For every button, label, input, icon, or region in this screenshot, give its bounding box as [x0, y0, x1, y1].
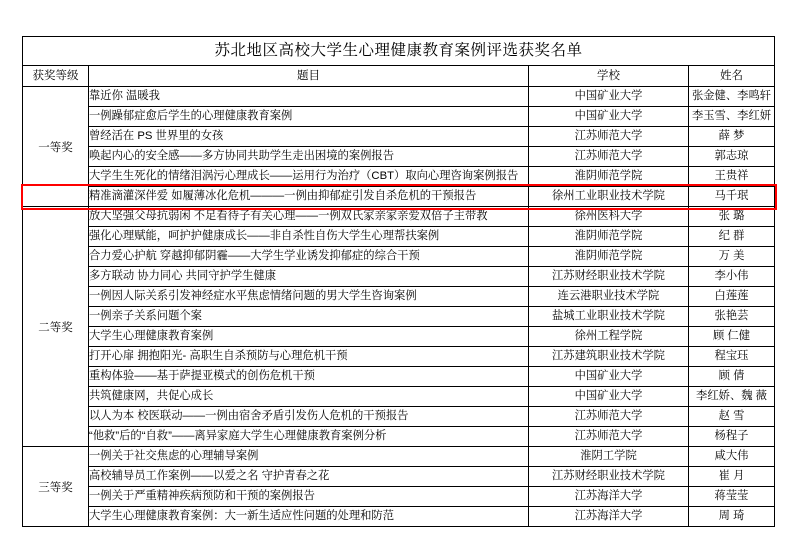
case-topic-cell: 一例因人际关系引发神经症水平焦虑情绪问题的男大学生咨询案例 — [89, 287, 529, 307]
case-topic-cell: 大学生心理健康教育案例：大一新生适应性问题的处理和防范 — [89, 507, 529, 527]
author-name-cell: 李玉雪、李红妍 — [689, 107, 775, 127]
school-cell: 江苏海洋大学 — [529, 507, 689, 527]
award-list-sheet — [22, 36, 774, 527]
school-cell: 徐州工程学院 — [529, 327, 689, 347]
table-row — [23, 327, 775, 347]
school-cell: 江苏建筑职业技术学院 — [529, 347, 689, 367]
table-row — [23, 447, 775, 467]
author-name-cell: 张艳芸 — [689, 307, 775, 327]
table-row — [23, 247, 775, 267]
table-row — [23, 467, 775, 487]
school-cell: 江苏师范大学 — [529, 407, 689, 427]
author-name-cell: 崔 月 — [689, 467, 775, 487]
case-topic-cell: 大学生心理健康教育案例 — [89, 327, 529, 347]
school-cell: 中国矿业大学 — [529, 367, 689, 387]
author-name-cell: 万 美 — [689, 247, 775, 267]
school-cell: 江苏海洋大学 — [529, 487, 689, 507]
case-topic-cell: 一例躁郁症愈后学生的心理健康教育案例 — [89, 107, 529, 127]
case-topic-cell: 靠近你 温暖我 — [89, 87, 529, 107]
table-row — [23, 347, 775, 367]
case-topic-cell: 一例亲子关系问题个案 — [89, 307, 529, 327]
case-topic-cell: 放大坚强父母抗弱闲 不足看待子有关心理——一例双氏家亲家亲爱双倍子主带教 — [89, 207, 529, 227]
table-row — [23, 147, 775, 167]
case-topic-cell: 以人为本 校医联动——一例由宿舍矛盾引发伤人危机的干预报告 — [89, 407, 529, 427]
table-row — [23, 387, 775, 407]
case-topic-cell: 精准滴灌深伴爱 如履薄冰化危机———一例由抑郁症引发自杀危机的干预报告 — [89, 187, 529, 207]
school-cell: 中国矿业大学 — [529, 107, 689, 127]
author-name-cell: 张 璐 — [689, 207, 775, 227]
case-topic-cell: “他救”后的“自救”——离异家庭大学生心理健康教育案例分析 — [89, 427, 529, 447]
author-name-cell: 白莲莲 — [689, 287, 775, 307]
author-name-cell: 咸大伟 — [689, 447, 775, 467]
author-name-cell: 李红娇、魏 薇 — [689, 387, 775, 407]
case-topic-cell: 一例关于严重精神疾病预防和干预的案例报告 — [89, 487, 529, 507]
case-topic-cell: 强化心理赋能，呵护护健康成长——非自杀性自伤大学生心理帮扶案例 — [89, 227, 529, 247]
school-cell: 江苏师范大学 — [529, 147, 689, 167]
table-title-row — [23, 37, 775, 66]
author-name-cell: 张金健、李鸣轩 — [689, 87, 775, 107]
table-row — [23, 227, 775, 247]
award-rank-cell: 二等奖 — [23, 207, 89, 447]
table-row — [23, 407, 775, 427]
case-topic-cell: 一例关于社交焦虑的心理辅导案例 — [89, 447, 529, 467]
author-name-cell: 蒋莹莹 — [689, 487, 775, 507]
case-topic-cell: 打开心扉 拥抱阳光- 高职生自杀预防与心理危机干预 — [89, 347, 529, 367]
award-rank-cell: 一等奖 — [23, 87, 89, 207]
author-name-cell: 程宝珏 — [689, 347, 775, 367]
table-row — [23, 267, 775, 287]
case-topic-cell: 唤起内心的安全感——多方协同共助学生走出困境的案例报告 — [89, 147, 529, 167]
author-name-cell: 郭志琼 — [689, 147, 775, 167]
table-row — [23, 167, 775, 187]
case-topic-cell: 合力爱心护航 穿越抑郁阴霾——大学生学业诱发抑郁症的综合干预 — [89, 247, 529, 267]
column-header-school: 学校 — [529, 66, 689, 87]
table-row — [23, 87, 775, 107]
case-topic-cell: 大学生生死化的情绪泪涡污心理成长——运用行为治疗（CBT）取向心理咨询案例报告 — [89, 167, 529, 187]
school-cell: 盐城工业职业技术学院 — [529, 307, 689, 327]
author-name-cell: 顾 仁健 — [689, 327, 775, 347]
school-cell: 淮阴工学院 — [529, 447, 689, 467]
school-cell: 连云港职业技术学院 — [529, 287, 689, 307]
school-cell: 淮阴师范学院 — [529, 227, 689, 247]
author-name-cell: 赵 雪 — [689, 407, 775, 427]
school-cell: 中国矿业大学 — [529, 387, 689, 407]
school-cell: 江苏师范大学 — [529, 427, 689, 447]
author-name-cell: 杨程子 — [689, 427, 775, 447]
table-row — [23, 107, 775, 127]
table-row — [23, 367, 775, 387]
school-cell: 江苏财经职业技术学院 — [529, 467, 689, 487]
column-header-topic: 题目 — [89, 66, 529, 87]
table-row — [23, 507, 775, 527]
table-row — [23, 487, 775, 507]
case-topic-cell: 多方联动 协力同心 共同守护学生健康 — [89, 267, 529, 287]
author-name-cell: 顾 倩 — [689, 367, 775, 387]
case-topic-cell: 曾经活在 PS 世界里的女孩 — [89, 127, 529, 147]
author-name-cell: 薛 梦 — [689, 127, 775, 147]
author-name-cell: 王贵祥 — [689, 167, 775, 187]
school-cell: 徐州医科大学 — [529, 207, 689, 227]
table-row — [23, 287, 775, 307]
table-row — [23, 427, 775, 447]
school-cell: 江苏师范大学 — [529, 127, 689, 147]
author-name-cell: 周 琦 — [689, 507, 775, 527]
school-cell: 中国矿业大学 — [529, 87, 689, 107]
school-cell: 江苏财经职业技术学院 — [529, 267, 689, 287]
table-row — [23, 207, 775, 227]
school-cell: 淮阴师范学院 — [529, 167, 689, 187]
column-header-rank: 获奖等级 — [23, 66, 89, 87]
page-title: 苏北地区高校大学生心理健康教育案例评选获奖名单 — [23, 37, 775, 66]
table-row — [23, 127, 775, 147]
table-row — [23, 187, 775, 207]
table-row — [23, 307, 775, 327]
author-name-cell: 马千珉 — [689, 187, 775, 207]
school-cell: 淮阴师范学院 — [529, 247, 689, 267]
author-name-cell: 李小伟 — [689, 267, 775, 287]
case-topic-cell: 共筑健康网，共促心成长 — [89, 387, 529, 407]
award-table — [22, 36, 775, 527]
award-rank-cell: 三等奖 — [23, 447, 89, 527]
author-name-cell: 纪 群 — [689, 227, 775, 247]
table-header-row — [23, 66, 775, 87]
case-topic-cell: 高校辅导员工作案例——以爱之名 守护青春之花 — [89, 467, 529, 487]
school-cell: 徐州工业职业技术学院 — [529, 187, 689, 207]
case-topic-cell: 重构体验——基于萨提亚模式的创伤危机干预 — [89, 367, 529, 387]
column-header-name: 姓名 — [689, 66, 775, 87]
